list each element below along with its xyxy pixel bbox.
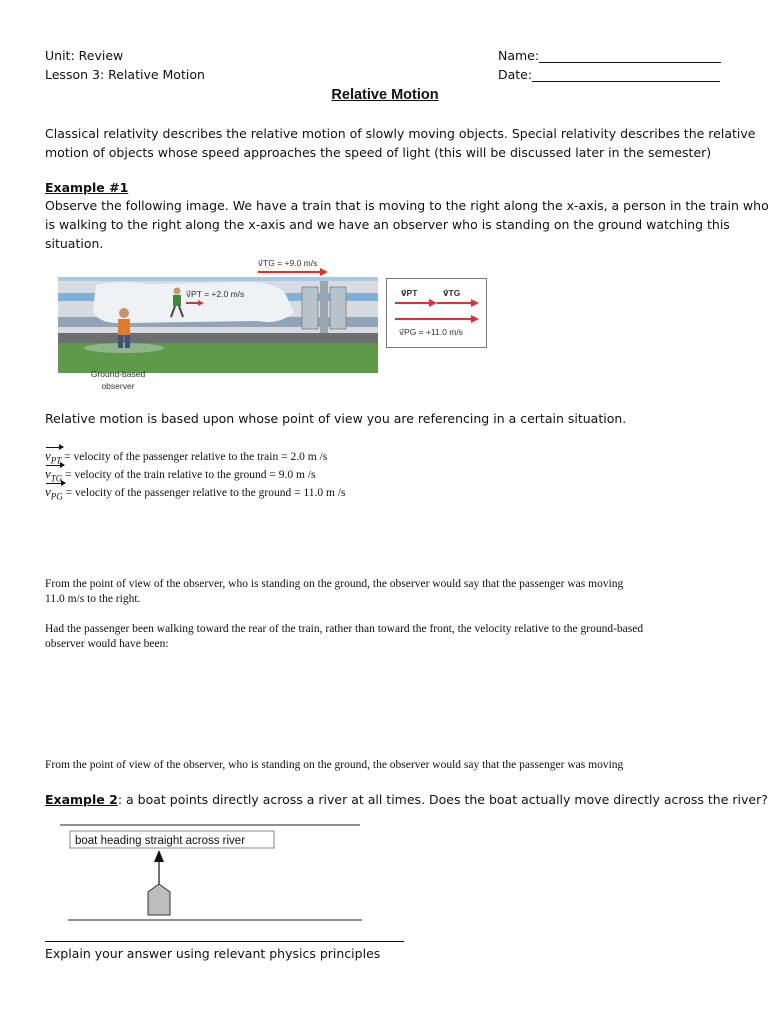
rear-line-1: Had the passenger been walking toward the rear of the train, rather than toward the front, the velocity relative to the ground-based (45, 623, 644, 635)
example1-line-1: Observe the following image. We have a train that is moving to the right along the x-axis, a person in the train who (45, 198, 769, 213)
example1-line-2: is walking to the right along the x-axis and we have an observer who is standing on the ground watching this (45, 217, 730, 232)
lesson-label: Lesson 3: Relative Motion (45, 67, 205, 82)
vpg-symbol: $v_{PG}$ (45, 484, 63, 502)
example1-line-3: situation. (45, 236, 104, 251)
boat-label: boat heading straight across river (75, 835, 246, 847)
boat-shape (148, 884, 170, 915)
definition-vtg (45, 466, 315, 484)
box-vpg-label: v⃗PG = +11.0 m/s (399, 327, 463, 337)
pov-line-2: 11.0 m/s to the right. (45, 593, 141, 605)
pov-line-3: From the point of view of the observer, who is standing on the ground, the observer would say that the passenger was moving (45, 759, 624, 771)
example2-heading: Example 2 (45, 792, 118, 807)
name-label: Name: (498, 48, 540, 63)
river-illustration (60, 822, 364, 924)
unit-label: Unit: Review (45, 48, 124, 63)
date-label: Date: (498, 67, 533, 82)
relative-motion-line: Relative motion is based upon whose point of view you are referencing in a certain situation. (45, 411, 627, 426)
box-vtg-label: v⃗TG (443, 288, 461, 298)
pov-line-1: From the point of view of the observer, who is standing on the ground, the observer would say that the passenger was moving (45, 578, 624, 590)
v-tg-label: v⃗TG = +9.0 m/s (258, 258, 318, 268)
v-tg-arrowhead (320, 268, 328, 276)
v-pt-label: v⃗PT = +2.0 m/s (186, 289, 245, 299)
date-blank[interactable] (532, 68, 720, 82)
definition-vpt (45, 448, 327, 466)
box-vpt-label: v⃗PT (401, 288, 418, 298)
example2-question (45, 792, 768, 807)
vpt-symbol: $v_{PT}$ (45, 448, 62, 466)
observer-label-1: Ground-based (90, 369, 146, 379)
vector-sum-box (386, 278, 487, 348)
intro-line-1: Classical relativity describes the relative motion of slowly moving objects. Special relativity describes the relative (45, 126, 756, 141)
vpt-text: = velocity of the passenger relative to the train = 2.0 m /s (61, 451, 328, 463)
page-title-text: Relative Motion (331, 87, 439, 103)
vpg-text: = velocity of the passenger relative to the ground = 11.0 m /s (62, 487, 346, 499)
train-illustration (58, 255, 378, 400)
river-figure (60, 822, 364, 924)
heading-arrowhead (154, 850, 164, 862)
date-field[interactable] (498, 67, 720, 82)
rear-line-2: observer would have been: (45, 638, 169, 650)
example1-heading: Example #1 (45, 180, 129, 195)
definition-vpg (45, 484, 346, 502)
answer-line[interactable] (45, 941, 404, 942)
page-title (0, 87, 770, 103)
vtg-symbol: $v_{TG}$ (45, 466, 63, 484)
name-blank[interactable] (539, 49, 721, 63)
observer-label-2: observer (101, 381, 135, 391)
name-field[interactable] (498, 48, 721, 63)
explain-prompt: Explain your answer using relevant physics principles (45, 946, 381, 961)
intro-line-2: motion of objects whose speed approaches the speed of light (this will be discussed later in the semester) (45, 145, 712, 160)
example2-text: : a boat points directly across a river at all times. Does the boat actually move directly across the river? (117, 792, 768, 807)
train-figure (58, 255, 378, 400)
vtg-text: = velocity of the train relative to the ground = 9.0 m /s (62, 469, 316, 481)
